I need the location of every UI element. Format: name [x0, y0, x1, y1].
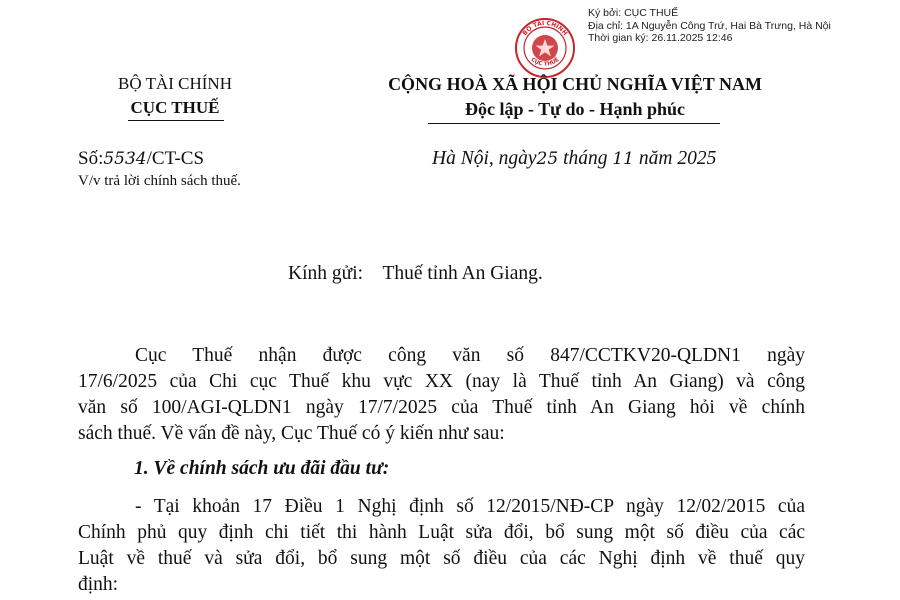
date-year: năm 2025	[638, 148, 717, 169]
signature-time: Thời gian ký: 26.11.2025 12:46	[588, 32, 733, 44]
document-date	[432, 148, 716, 170]
paragraph-line: Cục Thuế nhận được công văn số 847/CCTKV20-QLDN1 ngày	[135, 345, 805, 366]
paragraph-line: Luật về thuế và sửa đổi, bổ sung một số điều của các Nghị định về thuế quy	[78, 548, 805, 569]
paragraph-line: văn số 100/AGI-QLDN1 ngày 17/7/2025 của Thuế tỉnh An Giang hỏi về chính	[78, 397, 805, 418]
recipient-label: Kính gửi:	[288, 263, 364, 284]
department-underline	[128, 120, 224, 121]
document-subject: V/v trả lời chính sách thuế.	[78, 173, 241, 189]
paragraph-line: định:	[78, 574, 119, 595]
official-seal	[514, 17, 576, 79]
paragraph-line: sách thuế. Về vấn đề này, Cục Thuế có ý kiến như sau:	[78, 423, 505, 444]
document-number	[78, 148, 204, 170]
signature-block	[588, 7, 831, 45]
document-number-prefix: Số:	[78, 148, 104, 169]
recipient-name: Thuế tỉnh An Giang.	[382, 263, 543, 284]
seal-bottom-text: CỤC THUẾ	[529, 56, 561, 68]
ministry-name: BỘ TÀI CHÍNH	[118, 74, 232, 93]
document-number-handwritten: 5534	[103, 149, 147, 169]
country-name: CỘNG HOÀ XÃ HỘI CHỦ NGHĨA VIỆT NAM	[388, 74, 762, 94]
department-name: CỤC THUẾ	[130, 98, 220, 117]
paragraph-section1	[78, 494, 805, 598]
paragraph-intro	[78, 343, 805, 447]
motto-underline	[428, 123, 720, 124]
date-place: Hà Nội, ngày	[432, 148, 537, 169]
signature-address: Địa chỉ: 1A Nguyễn Công Trứ, Hai Bà Trưng, Hà Nội	[588, 19, 831, 32]
document-number-suffix: /CT-CS	[146, 148, 205, 169]
svg-text:BỘ TÀI CHÍNH	[521, 20, 568, 37]
seal-top-text: BỘ TÀI CHÍNH	[521, 19, 569, 37]
recipient-line	[288, 263, 543, 285]
signature-signed-by: Ký bởi: CỤC THUẾ	[588, 7, 679, 19]
date-month: 11	[612, 149, 634, 169]
section-heading: 1. Về chính sách ưu đãi đầu tư:	[134, 458, 390, 479]
paragraph-line: Chính phủ quy định chi tiết thi hành Luật sửa đổi, bổ sung một số điều của các	[78, 522, 805, 543]
paragraph-line: - Tại khoản 17 Điều 1 Nghị định số 12/2015/NĐ-CP ngày 12/02/2015 của	[135, 496, 805, 517]
country-motto: Độc lập - Tự do - Hạnh phúc	[464, 99, 686, 119]
date-month-label: tháng	[563, 148, 608, 169]
date-day: 25	[536, 149, 559, 169]
seal-emblem-icon	[514, 17, 576, 79]
paragraph-line: 17/6/2025 của Chi cục Thuế khu vực XX (nay là Thuế tỉnh An Giang) và công	[78, 371, 805, 392]
